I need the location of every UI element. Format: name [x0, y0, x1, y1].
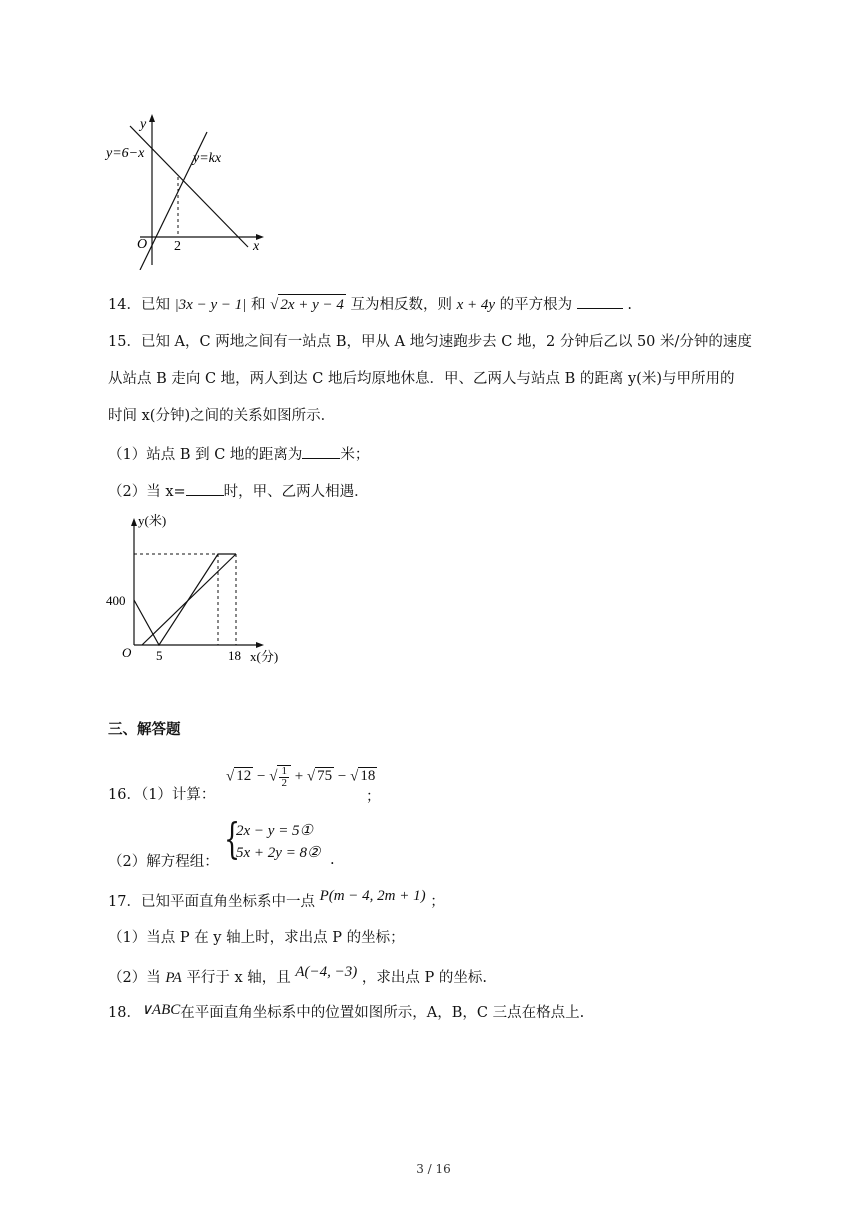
figure-distance-time: [100, 508, 300, 673]
q17-text: 17．已知平面直角坐标系中一点: [108, 894, 315, 910]
question-15-sub1: [108, 442, 369, 465]
q16-r75: 75: [317, 768, 333, 785]
q17-point: P(m − 4, 2m + 1): [319, 888, 426, 904]
fig2-y-label: y(米): [138, 513, 167, 528]
q14-number: 14．已知: [108, 297, 170, 313]
q16-plus: +: [294, 768, 304, 785]
question-16-part1: [108, 785, 215, 805]
section-heading-3: 三、解答题: [108, 721, 181, 738]
q14-end: .: [627, 297, 632, 313]
q14-mid: 互为相反数，则: [350, 297, 452, 313]
fig2-line-jia: [134, 554, 236, 645]
q16-frac: [277, 765, 291, 789]
q14-x4y: x + 4y: [456, 297, 496, 313]
q16-eq1: 2x − y = 5①: [236, 823, 314, 839]
q15-sub1-text: （1）站点 B 到 C 地的距离为: [108, 447, 303, 463]
question-15-line3: 时间 x(分钟)之间的关系如图所示．: [108, 408, 336, 424]
fig2-origin: O: [122, 645, 132, 660]
q14-and: 和: [250, 297, 266, 313]
fig2-x-arrow: [256, 642, 264, 648]
origin-label: O: [137, 237, 148, 252]
line-6-minus-x: [130, 126, 248, 247]
q17-end: ；: [430, 894, 445, 910]
x-axis-label: x: [253, 239, 260, 254]
q17-sub2-b: 平行于 x 轴，且: [186, 970, 291, 986]
q14-tail: 的平方根为: [499, 297, 573, 313]
fig2-x-label: x(分): [250, 649, 279, 664]
line2-label: y=kx: [193, 151, 222, 166]
q14-sqrt-expr: 2x + y − 4: [278, 294, 346, 315]
line1-label: y=6−x: [106, 146, 145, 161]
question-17-sub2: [108, 964, 487, 988]
question-16-part2: [108, 852, 219, 872]
q16-end2: .: [330, 852, 335, 868]
question-17-sub1: （1）当点 P 在 y 轴上时，求出点 P 的坐标；: [108, 930, 405, 946]
q16-minus2: −: [337, 768, 347, 785]
question-15-line2: 从站点 B 走向 C 地，两人到达 C 地后均原地休息．甲、乙两人与站点 B 的距离 y(米)与甲所用的: [108, 371, 735, 387]
q18-number: 18．: [108, 1005, 141, 1021]
y-axis-label: y: [140, 117, 147, 132]
q16-frac-den: 2: [281, 777, 287, 789]
question-17: [108, 888, 445, 912]
q14-answer-blank[interactable]: [577, 292, 623, 309]
q15-sub1-blank[interactable]: [302, 442, 340, 459]
q18-triangle: ∨ABC: [140, 1002, 181, 1018]
question-15-sub2: [108, 479, 369, 502]
page-number: 3 / 16: [416, 1162, 451, 1176]
question-14: [108, 292, 632, 315]
q16-frac-num: 1: [281, 765, 287, 777]
q16-r12: 12: [236, 768, 252, 785]
q16-eq2: 5x + 2y = 8②: [236, 845, 321, 861]
q15-sub1-unit: 米；: [340, 447, 370, 463]
fig2-line-yi: [142, 554, 236, 645]
q15-sub2-text: （2）当 x=: [108, 484, 186, 500]
q17-sub2-pa: PA: [165, 970, 182, 986]
q15-sub2-tail: 时，甲、乙两人相遇．: [223, 484, 369, 500]
q15-sub2-blank[interactable]: [186, 479, 224, 496]
fig2-y-tick-400: 400: [106, 593, 126, 608]
q16-end1: ；: [366, 789, 381, 805]
q14-abs-expr: |3x − y − 1|: [174, 297, 247, 313]
x-tick-2: 2: [174, 239, 181, 254]
q16-part1-label: 16．（1）计算：: [108, 787, 216, 803]
q16-part2-label: （2）解方程组：: [108, 854, 219, 870]
fig2-x-tick-5: 5: [156, 648, 163, 663]
question-15-line1: 15．已知 A，C 两地之间有一站点 B，甲从 A 地匀速跑步去 C 地，2 分钟后乙以 50 米/分钟的速度: [108, 334, 752, 350]
figure-linear-functions: [100, 110, 270, 270]
q17-sub2-c: ，求出点 P 的坐标.: [361, 970, 487, 986]
q16-calc-expr: √ 12 − √ $\frac{1}{2}$ + √ 75 − √ 18: [226, 765, 376, 789]
q14-sqrt: √ 2x + y − 4: [270, 297, 346, 313]
q16-minus1: −: [256, 768, 266, 785]
q18-text: 在平面直角坐标系中的位置如图所示，A，B，C 三点在格点上.: [180, 1005, 585, 1021]
q17-sub2-point: A(−4, −3): [295, 964, 358, 980]
q16-brace: {: [224, 814, 241, 863]
q17-sub2-a: （2）当: [108, 970, 161, 986]
y-axis-arrow: [149, 114, 155, 122]
q16-r18: 18: [360, 768, 376, 785]
question-18: [108, 1003, 584, 1023]
fig2-x-tick-18: 18: [228, 648, 241, 663]
fig2-y-arrow: [131, 518, 137, 526]
